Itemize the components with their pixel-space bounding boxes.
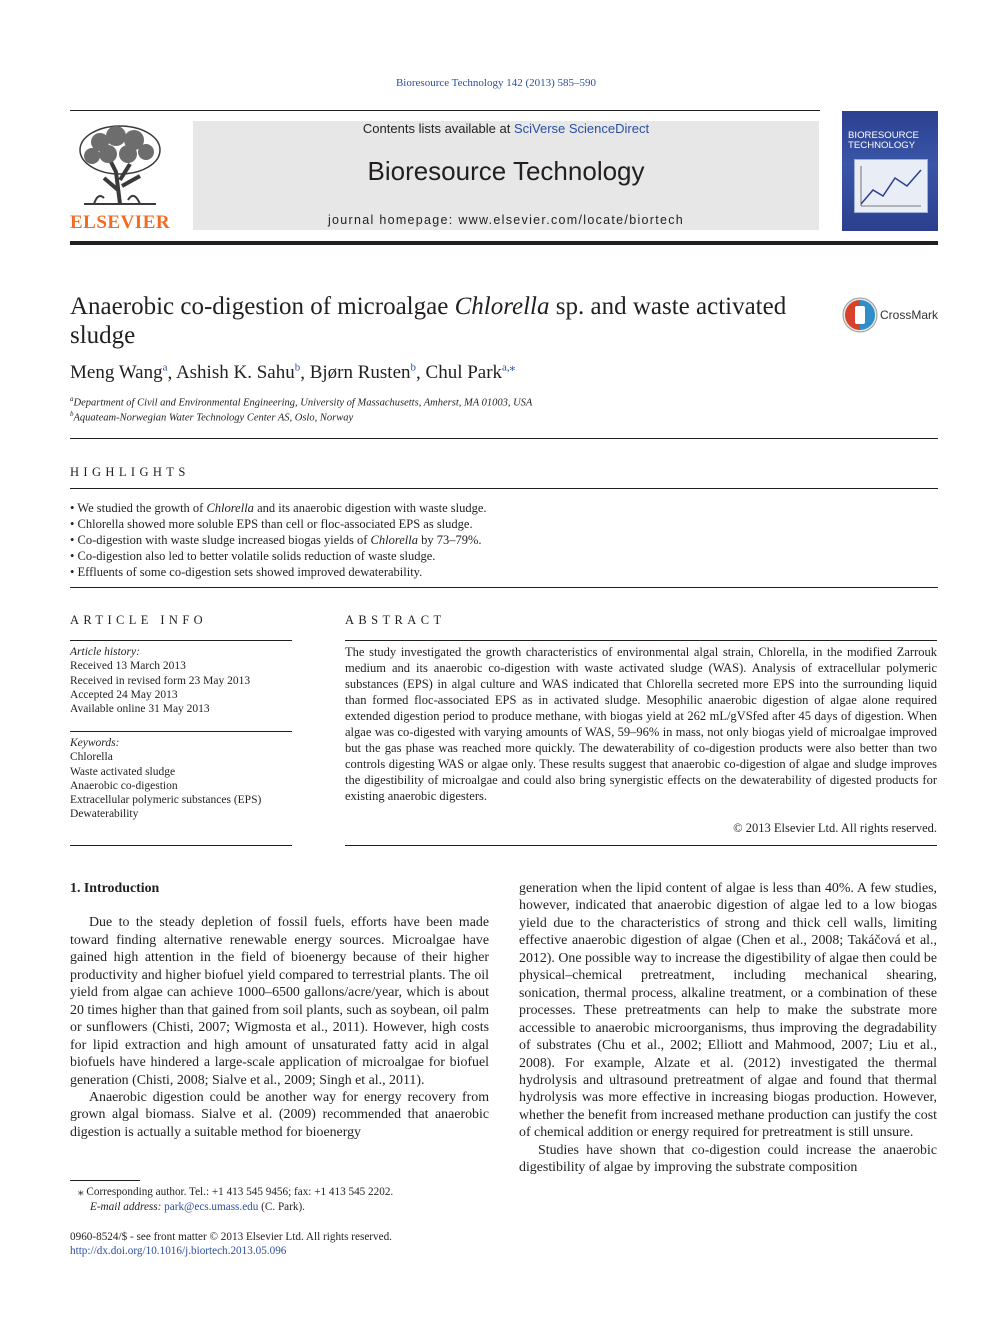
footnote-rule [70,1180,140,1181]
keyword: Extracellular polymeric substances (EPS) [70,794,262,807]
keyword: Waste activated sludge [70,765,176,778]
keyword: Chlorella [70,751,113,764]
cover-graph-icon [855,160,927,212]
sciencedirect-link[interactable]: SciVerse ScienceDirect [513,121,650,136]
divider [70,731,292,732]
section-heading: 1. Introduction [70,881,160,896]
highlight-item: • Co-digestion with waste sludge increased biogas yields of Chlorella by 73–79%. [70,533,482,547]
affiliation: $^a$Department of Civil and Environmental Engineering, University of Massachusetts, Amherst, MA 01003, USA [70,395,533,409]
paragraph: Due to the steady depletion of fossil fuels, efforts have been made toward finding alternative renewable energy sources. Microalgae have gained high attention in the field of bioenergy because of their higher productivity and higher biofuel yield compared to terrestrial plants. The oil yield from algae can achieve 1000–6500 gallons/acre/year, which is about 20 times higher than that gained from soil plants, such as soybean, oil palm or sunflowers (Chisti, 2007; Wigmosta et al., 2011). However, high costs for lipid extraction and high amount of unsaturated fatty acid in algal biofuels have hindered a large-scale application of microalgae for biofuel generation (Chisti, 2008; Sialve et al., 2009; Singh et al., 2011). [70,915,489,1088]
header-rule [70,110,820,111]
article-title [70,292,830,350]
divider [345,640,937,641]
article-info-heading: ARTICLE INFO [70,613,208,627]
author[interactable]: Bjørn Rusten$^b$ [309,362,417,384]
corresponding-author-note: ⁎ Corresponding author. Tel.: +1 413 545 9456; fax: +1 413 545 2202. E-mail address: park@ecs.umass.edu (C. Park). [78,1186,394,1213]
elsevier-wordmark: ELSEVIER [70,212,171,233]
divider [70,845,292,846]
divider [70,587,938,588]
journal-title: Bioresource Technology [367,156,645,186]
divider [70,640,292,641]
author[interactable]: Chul Park$^{a,⁎}$ [425,362,516,384]
divider [345,845,937,846]
cover-figure [854,159,928,213]
keywords: Keywords: Chlorella Waste activated sludge Anaerobic co-digestion Extracellular polymeric substances (EPS) Dewaterability [70,737,262,821]
journal-homepage[interactable]: journal homepage: www.elsevier.com/locate/biortech [327,213,685,227]
header-thick-rule [70,241,938,245]
divider [70,438,938,439]
abstract-copyright: © 2013 Elsevier Ltd. All rights reserved. [733,821,937,835]
crossmark-label: CrossMark [880,308,939,322]
affiliation: $^b$Aquateam-Norwegian Water Technology Center AS, Oslo, Norway [70,410,354,424]
highlights-heading: HIGHLIGHTS [70,465,190,479]
highlight-item: • Chlorella showed more soluble EPS than cell or floc-associated EPS as sludge. [70,517,473,531]
body-column-right [519,880,937,1177]
highlight-item: • Effluents of some co-digestion sets showed improved dewaterability. [70,565,423,579]
author[interactable]: Meng Wang$^a$ [70,362,168,384]
highlight-item: • We studied the growth of Chlorella and its anaerobic digestion with waste sludge. [70,501,487,515]
highlights-list [70,500,930,580]
cover-title: BIORESOURCE TECHNOLOGY [848,130,919,151]
divider [70,488,938,489]
crossmark-badge[interactable] [842,297,942,337]
article-history: Article history: Received 13 March 2013 Received in revised form 23 May 2013 Accepted 24 May 2013 Available online 31 May 2013 [70,646,251,716]
email-link[interactable]: park@ecs.umass.edu [164,1201,259,1213]
body-column-left [70,880,489,1141]
keyword: Anaerobic co-digestion [70,779,178,792]
highlight-item: • Co-digestion also led to better volatile solids reduction of waste sludge. [70,549,436,563]
title-part: Anaerobic co-digestion of microalgae [70,293,455,320]
author[interactable]: Ashish K. Sahu$^b$ [175,362,301,384]
journal-citation[interactable]: Bioresource Technology 142 (2013) 585–590 [395,77,597,89]
journal-cover-image [842,111,938,231]
contents-prefix: Contents lists available at [362,121,514,136]
doi-link[interactable]: http://dx.doi.org/10.1016/j.biortech.2013.05.096 [70,1245,287,1257]
paragraph: generation when the lipid content of algae is less than 40%. A few studies, however, indicated that anaerobic digestion of algae led to a low biogas yield due to the characteristics of strong and thick cell walls, limiting effective anaerobic digestion of algae (Chen et al., 2008; Takáčová et al., 2012). One possible way to increase the digestibility of algae then could be physical–chemical pretreatment, including mechanical shearing, sonication, thermal process, alkaline treatment, or a combination of these processes. These pretreatments can help to make the substrate more accessible to anaerobic microorganisms, thus improving the degradability of substrates (Chu et al., 2002; Elliott and Mahmood, 2007; Liu et al., 2008). For example, Alzate et al. (2012) investigated the thermal hydrolysis and ultrasound pretreatment of algae and found that thermal hydrolysis was more effective in increasing biogas production. However, whether the benefit from increased methane production can justify the cost of chemical addition or energy required for pretreatment is still unsure. [519,881,937,1141]
title-species: Chlorella [454,293,550,320]
crossmark-icon [842,297,878,333]
contents-line [193,121,819,136]
keyword: Dewaterability [70,808,139,821]
issn-line: 0960-8524/$ - see front matter © 2013 Elsevier Ltd. All rights reserved. [70,1231,392,1243]
abstract-text: The study investigated the growth characteristics of environmental algal strain, Chlorella, in the modified Zarrouk medium and its anaerobic co-digestion with waste activated sludge (WAS). Analysis of extracellular polymeric substances (EPS) in algal culture and WAS indicated that Chlorella secreted more EPS into the surrounding liquid than formed floc-associated EPS as in activated sludge. Mesophilic anaerobic digestion of algae alone required extended digestion period to produce methane, with biogas yield at 262 mL/gVSfed after 45 days of digestion. When algae was co-digested with varying amounts of WAS, 59–96% in mass, not only biogas yield of microalgae improved but the gas phase was reached more quickly. The dewaterability of co-digestion products were also better than two controls digesting WAS or algae only. These results suggest that anaerobic co-digestion of algae and sludge improves the digestibility of microalgae and could also bring synergistic effects on the dewaterability of digested products for existing anaerobic digesters. [345,645,937,803]
author-list: Meng Wang$^a$, Ashish K. Sahu$^b$, Bjørn Rusten$^b$, Chul Park$^{a,⁎}$ [70,362,516,384]
paragraph: Studies have shown that co-digestion could increase the anaerobic digestibility of algae by improving the substrate composition [519,1142,937,1176]
abstract-heading: ABSTRACT [345,613,446,627]
paragraph: Anaerobic digestion could be another way for energy recovery from grown algal biomass. Sialve et al. (2009) recommended that anaerobic digestion is actually a suitable method for bioenergy [70,1089,489,1140]
title-part: sp. and waste activated sludge [70,293,787,349]
